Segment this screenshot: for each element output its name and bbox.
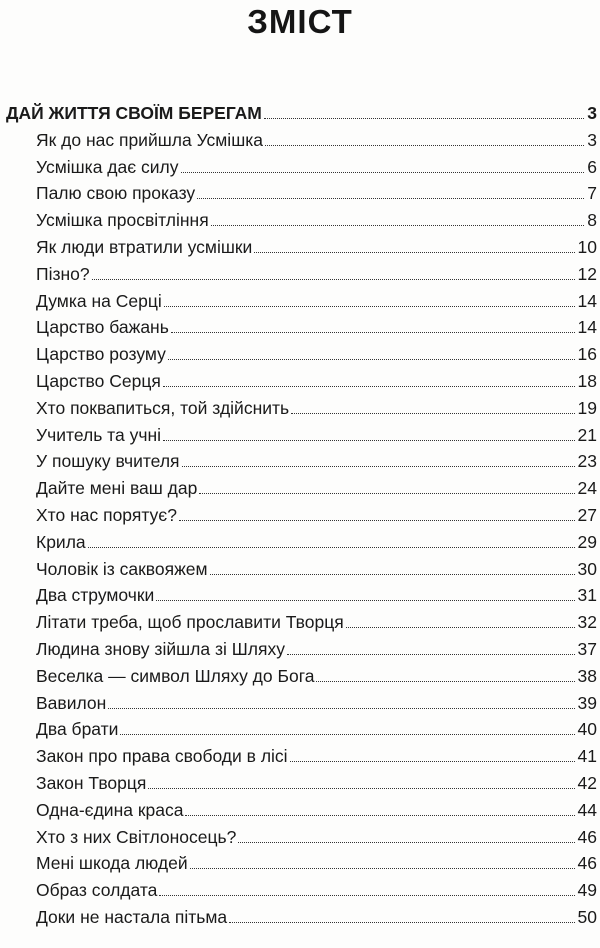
toc-entry-title: Хто з них Світлоносець?	[36, 826, 237, 847]
toc-entry-row	[36, 154, 597, 178]
toc-dot-leader	[179, 520, 575, 521]
toc-page-number: 46	[577, 826, 597, 847]
toc-entry-title: Царство розуму	[36, 344, 166, 365]
toc-entry-row	[36, 368, 597, 392]
toc-page-number: 12	[577, 263, 597, 284]
toc-entry-title: Людина знову зійшла зі Шляху	[36, 639, 285, 659]
toc-entry-row	[36, 716, 597, 740]
toc-entry-title: Усмішка просвітління	[36, 210, 209, 231]
toc-dot-leader	[287, 654, 575, 655]
toc-dot-leader	[210, 574, 575, 575]
toc-dot-leader	[92, 279, 575, 280]
toc-dot-leader	[163, 386, 575, 387]
toc-dot-leader	[291, 413, 574, 414]
toc-dot-leader	[163, 440, 575, 441]
toc-page-number: 6	[587, 156, 597, 177]
toc-entry-title: Думка на Серці	[36, 290, 162, 311]
toc-entry-title: Чоловік із саквояжем	[36, 558, 208, 579]
toc-entry-title: Пізно?	[36, 263, 90, 284]
toc-entry-title: Доки не настала пітьма	[36, 907, 228, 927]
toc-entry-row	[36, 180, 597, 204]
toc-entry-row	[36, 663, 597, 687]
toc-entry-row	[36, 556, 597, 580]
toc-entry-row	[36, 877, 597, 901]
toc-page-number: 14	[577, 317, 597, 338]
toc-page-number: 37	[577, 639, 597, 659]
toc-page-number: 41	[577, 746, 597, 767]
toc-entry-title: Царство Серця	[36, 371, 161, 391]
toc-entry-title: Одна-єдина краса	[36, 799, 184, 820]
toc-page-number: 27	[577, 505, 597, 525]
toc-entry-row	[36, 529, 597, 553]
toc-entry-row	[36, 636, 597, 660]
toc-entry-title: Два брати	[36, 719, 119, 740]
toc-page-number: 30	[577, 558, 597, 579]
toc-page-number: 44	[577, 799, 597, 820]
toc-page-number: 49	[577, 880, 597, 901]
toc-entry-title: Вавилон	[36, 692, 107, 713]
toc-entry-row	[36, 475, 597, 499]
toc-dot-leader	[88, 547, 575, 548]
toc-entry-title: Образ солдата	[36, 880, 158, 901]
toc-entry-row	[36, 850, 597, 874]
toc-dot-leader	[254, 252, 574, 253]
toc-page-number: 3	[587, 129, 597, 150]
toc-dot-leader	[171, 332, 575, 333]
toc-page-number: 10	[577, 237, 597, 257]
toc-dot-leader	[156, 600, 574, 601]
toc-page-number: 8	[587, 210, 597, 231]
toc-entry-title: Закон про права свободи в лісі	[36, 746, 288, 767]
toc-dot-leader	[265, 145, 584, 146]
toc-page-number: 7	[587, 183, 597, 204]
toc-entry-title: Хто нас порятує?	[36, 505, 177, 525]
toc-entry-row	[36, 824, 597, 848]
toc-dot-leader	[181, 172, 585, 173]
toc-dot-leader	[148, 788, 574, 789]
toc-entry-title: Царство бажань	[36, 317, 169, 338]
toc-entry-row	[36, 609, 597, 633]
page-title: ЗМІСТ	[247, 3, 353, 40]
toc-page-number: 38	[577, 665, 597, 686]
toc-dot-leader	[159, 895, 574, 896]
toc-section-row	[6, 100, 597, 124]
toc-dot-leader	[185, 815, 574, 816]
toc-entry-title: Усмішка дає силу	[36, 156, 179, 177]
toc-dot-leader	[120, 734, 574, 735]
toc-page-number: 24	[577, 478, 597, 499]
toc-dot-leader	[199, 493, 574, 494]
toc-entry-row	[36, 743, 597, 767]
toc-entry-row	[36, 261, 597, 285]
toc-entry-row	[36, 314, 597, 338]
toc-dot-leader	[229, 922, 574, 923]
toc-entry-title: Мені шкода людей	[36, 853, 188, 874]
toc-dot-leader	[164, 306, 575, 307]
toc-dot-leader	[211, 225, 585, 226]
toc-page-number: 46	[577, 853, 597, 874]
toc-dot-leader	[190, 868, 575, 869]
toc-entry-title: ДАЙ ЖИТТЯ СВОЇМ БЕРЕГАМ	[6, 103, 262, 123]
toc-page-number: 14	[577, 290, 597, 311]
toc-page-number: 23	[577, 451, 597, 472]
toc-entry-row	[36, 422, 597, 446]
toc-page-number: 39	[577, 692, 597, 713]
toc-entry-row	[36, 288, 597, 312]
toc-dot-leader	[238, 842, 574, 843]
toc-entry-title: Хто поквапиться, той здійснить	[36, 397, 290, 418]
toc-entry-title: Веселка — символ Шляху до Бога	[36, 665, 315, 686]
toc-entry-row	[36, 341, 597, 365]
toc-entry-row	[36, 127, 597, 151]
toc-page-number: 19	[577, 397, 597, 418]
toc-entry-row	[36, 395, 597, 419]
toc-entry-title: Закон Творця	[36, 773, 147, 793]
toc-page-number: 21	[577, 424, 597, 445]
toc-page-number: 18	[577, 371, 597, 391]
toc-entry-title: Як люди втратили усмішки	[36, 237, 253, 257]
toc-entry-title: Літати треба, щоб прославити Творця	[36, 612, 344, 633]
toc-page-number: 32	[577, 612, 597, 633]
toc-dot-leader	[108, 708, 574, 709]
toc-entry-row	[36, 904, 597, 928]
toc-page-number: 40	[577, 719, 597, 740]
toc-dot-leader	[197, 198, 584, 199]
toc-dot-leader	[168, 359, 575, 360]
toc-page-number: 42	[577, 773, 597, 793]
toc-entry-row	[36, 234, 597, 258]
toc-page-number: 29	[577, 531, 597, 552]
toc-entry-title: Крила	[36, 531, 86, 552]
toc-dot-leader	[182, 466, 575, 467]
toc-page-number: 31	[577, 585, 597, 606]
toc-entry-title: У пошуку вчителя	[36, 451, 180, 472]
toc-dot-leader	[346, 627, 575, 628]
toc-entry-title: Дайте мені ваш дар	[36, 478, 198, 499]
toc-entry-title: Два струмочки	[36, 585, 155, 606]
toc-dot-leader	[264, 118, 584, 119]
toc-entry-row	[36, 690, 597, 714]
toc-entry-row	[36, 582, 597, 606]
toc-page-number: 50	[577, 907, 597, 927]
toc-entry-row	[36, 502, 597, 526]
toc-page-number: 16	[577, 344, 597, 365]
toc-entry-row	[36, 770, 597, 794]
toc-entry-row	[36, 448, 597, 472]
toc-dot-leader	[316, 681, 574, 682]
toc-entry-title: Як до нас прийшла Усмішка	[36, 129, 264, 150]
toc-entry-title: Палю свою проказу	[36, 183, 196, 204]
toc-dot-leader	[290, 761, 575, 762]
toc-entry-row	[36, 797, 597, 821]
toc-entry-row	[36, 207, 597, 231]
toc-entry-title: Учитель та учні	[36, 424, 162, 445]
toc-page-number: 3	[587, 103, 597, 123]
